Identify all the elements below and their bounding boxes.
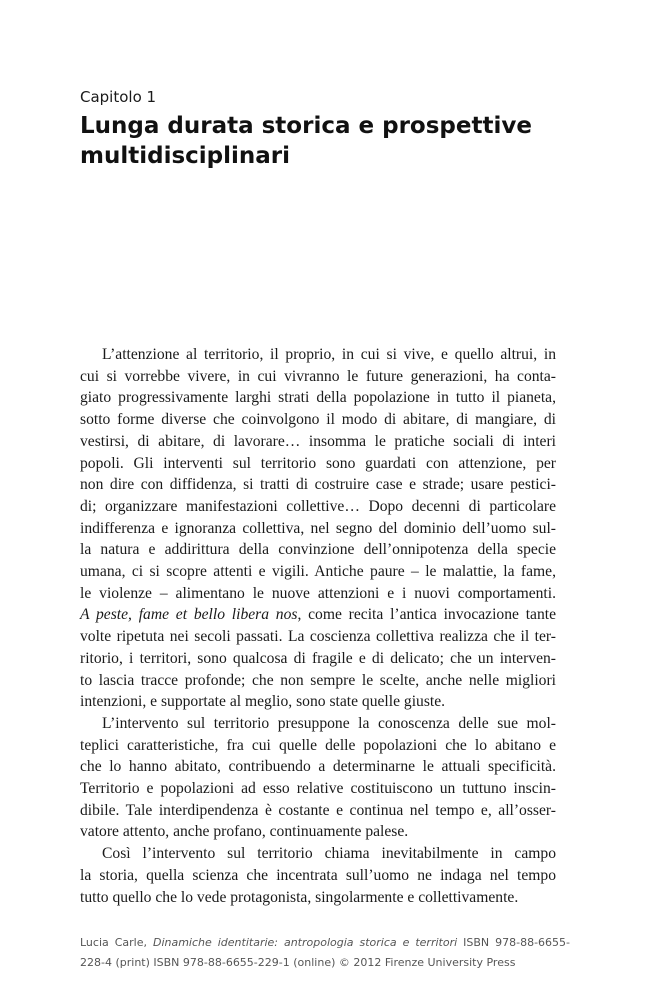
text-line: vestirsi, di abitare, di lavorare… insomma le pratiche sociali di interi [80, 432, 556, 450]
text-line: teplici caratteristiche, fra cui quelle delle popolazioni che lo abitano e [80, 736, 556, 754]
text-line: L’attenzione al territorio, il proprio, in cui si vive, e quello altrui, in [102, 346, 556, 363]
text-line: L’intervento sul territorio presuppone la conoscenza delle sue mol- [102, 714, 556, 732]
text-line: di; organizzare manifestazioni collettive… Dopo decenni di particolare [80, 497, 556, 515]
text-line: le violenze – alimentano le nuove attenzioni e i nuovi comportamenti. [80, 584, 556, 602]
footer-line: 228-4 (print) ISBN 978-88-6655-229-1 (online) © 2012 Firenze University Press [80, 956, 516, 969]
footer-line [80, 933, 570, 953]
text-line: giato progressivamente larghi strati della popolazione in tutto il pianeta, [80, 389, 556, 407]
text-line: sotto forme diverse che coinvolgono il modo di abitare, di mangiare, di [80, 411, 556, 429]
footer-isbn: ISBN 978-88-6655- [457, 936, 570, 949]
text-line: dibile. Tale interdipendenza è costante e continua nel tempo e, all’osser- [80, 801, 556, 819]
chapter-label: Capitolo 1 [80, 88, 157, 106]
text-line: non dire con diffidenza, si tratti di costruire case e strade; usare pestici- [80, 476, 556, 494]
text-line: volte ripetuta nei secoli passati. La coscienza collettiva realizza che il ter- [80, 628, 556, 646]
footer-author: Lucia Carle, [80, 936, 153, 949]
latin-quote: A peste, fame et bello libera nos [80, 606, 298, 624]
text-line: che lo hanno abitato, contribuendo a determinarne le attuali specificità. [80, 758, 556, 776]
text-line: la natura e addirittura della convinzione dell’onnipotenza della specie [80, 541, 556, 559]
text-line: ritorio, i territori, sono qualcosa di fragile e di delicato; che un interven- [80, 649, 556, 667]
chapter-title-line: multidisciplinari [80, 143, 291, 169]
text-line: tutto quello che lo vede protagonista, singolarmente e collettivamente. [80, 888, 519, 906]
text-fragment: , come recita l’antica invocazione tante [297, 606, 556, 624]
text-line: vatore attento, anche profano, continuamente palese. [80, 823, 409, 841]
text-line: umana, ci si scopre attenti e vigili. Antiche paure – le malattie, la fame, [80, 563, 556, 581]
text-line: intenzioni, e supportate al meglio, sono state quelle giuste. [80, 693, 446, 711]
text-line: indifferenza e ignoranza collettiva, nel segno del dominio dell’uomo sul- [80, 519, 556, 537]
text-line: Così l’intervento sul territorio chiama inevitabilmente in campo [102, 845, 556, 863]
text-line: cui si vorrebbe vivere, in cui vivranno le future generazioni, ha conta- [80, 367, 556, 385]
chapter-title [80, 111, 580, 171]
chapter-title-line: Lunga durata storica e prospettive [80, 113, 532, 139]
copyright-footer [80, 933, 570, 973]
text-line [80, 604, 556, 626]
text-line: to lascia tracce profonde; che non sempre le scelte, anche nelle migliori [80, 671, 556, 689]
text-line: la storia, quella scienza che incentrata sull’uomo ne indaga nel tempo [80, 866, 556, 884]
text-line: popoli. Gli interventi sul territorio sono guardati con attenzione, per [80, 454, 556, 472]
text-line: Territorio e popolazioni ad esso relative costituiscono un tuttuno inscin- [80, 780, 556, 798]
body-text [80, 344, 556, 908]
footer-book-title: Dinamiche identitarie: antropologia storica e territori [152, 936, 458, 949]
